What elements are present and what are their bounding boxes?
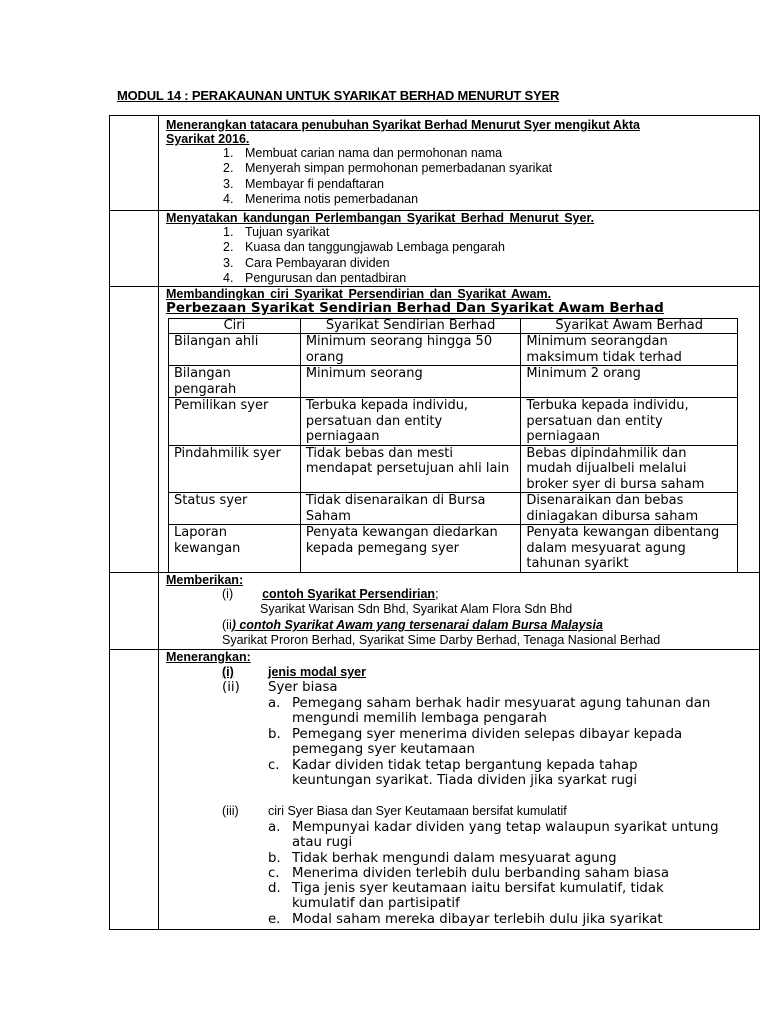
- punctuation: ;: [435, 587, 439, 601]
- item-text: Menyerah simpan permohonan pemerbadanan syarikat: [245, 161, 553, 176]
- list-item: [166, 225, 756, 240]
- example-ii-line: [222, 618, 603, 634]
- table-cell: Status syer: [169, 493, 301, 525]
- table-row: [169, 366, 738, 398]
- subsection-i: [222, 665, 366, 681]
- item-text: Kuasa dan tanggungjawab Lembaga pengarah: [245, 240, 505, 255]
- table-cell: Terbuka kepada individu, persatuan dan entity perniagaan: [521, 398, 738, 446]
- item-number: (i): [222, 665, 234, 679]
- table-cell: Minimum seorang: [300, 366, 521, 398]
- table-header-row: [169, 319, 738, 334]
- item-letter: d.: [268, 881, 281, 896]
- item-text: Pemegang saham berhak hadir mesyuarat agung tahunan dan: [292, 696, 711, 711]
- list-item: [166, 256, 756, 271]
- table-row: [169, 445, 738, 493]
- item-letter: b.: [268, 727, 281, 742]
- list-item: [268, 851, 617, 867]
- formation-steps-list: [166, 146, 756, 207]
- column-header: Ciri: [169, 319, 301, 334]
- item-number: 4.: [223, 191, 234, 206]
- item-number: (ii: [222, 618, 232, 632]
- list-item: [166, 177, 756, 192]
- table-cell: Minimum 2 orang: [521, 366, 738, 398]
- section-company-formation: [166, 118, 756, 207]
- list-item: [268, 912, 663, 928]
- item-number: 2.: [223, 161, 234, 176]
- constitution-list: [166, 225, 756, 286]
- private-company-examples: Syarikat Warisan Sdn Bhd, Syarikat Alam Flora Sdn Bhd: [260, 602, 573, 616]
- item-text: Membuat carian nama dan permohonan nama: [245, 146, 503, 160]
- example-i-line: [222, 587, 439, 603]
- item-number: 2.: [223, 240, 234, 255]
- item-text: Menerima notis pemerbadanan: [245, 191, 419, 206]
- section-constitution-contents: [166, 211, 756, 286]
- list-item: [268, 820, 719, 836]
- table-cell: Laporan kewangan: [169, 525, 301, 573]
- section-heading: Membandingkan ciri Syarikat Persendirian dan Syarikat Awam.: [166, 287, 552, 301]
- public-company-examples: Syarikat Proron Berhad, Syarikat Sime Darby Berhad, Tenaga Nasional Berhad: [222, 633, 661, 647]
- column-header: Syarikat Awam Berhad: [521, 319, 738, 334]
- subsection-label: ciri Syer Biasa dan Syer Keutamaan bersifat kumulatif: [268, 804, 567, 818]
- heading-line: Syarikat 2016.: [166, 132, 250, 146]
- item-text: Mempunyai kadar dividen yang tetap walaupun syarikat untung: [292, 820, 719, 835]
- item-text: Pemegang syer menerima dividen selepas dibayar kepada: [292, 727, 683, 742]
- list-item: [268, 696, 711, 712]
- table-row: [169, 493, 738, 525]
- list-item: [166, 192, 756, 207]
- table-row: [169, 398, 738, 446]
- item-letter: c.: [268, 758, 280, 773]
- item-letter: a.: [268, 820, 281, 835]
- subsection-label: Syer biasa: [268, 680, 338, 695]
- item-number: 1.: [223, 225, 234, 239]
- item-number: (ii): [222, 680, 240, 695]
- subsection-ii: [222, 680, 338, 696]
- item-text-continued: pemegang syer keutamaan: [292, 742, 475, 757]
- table-cell: Minimum seorangdan maksimum tidak terhad: [521, 334, 738, 366]
- item-text-continued: mengundi memilih lembaga pengarah: [292, 711, 547, 726]
- item-text: Tujuan syarikat: [245, 225, 330, 239]
- item-letter: a.: [268, 696, 281, 711]
- list-item: [268, 727, 683, 743]
- table-cell: Bilangan pengarah: [169, 366, 301, 398]
- item-number: 4.: [223, 270, 234, 285]
- list-item: [268, 866, 669, 882]
- table-cell: Tidak disenaraikan di Bursa Saham: [300, 493, 521, 525]
- section-comparison: [166, 287, 756, 301]
- subsection-iii: [222, 804, 567, 820]
- table-cell: Tidak bebas dan mesti mendapat persetujuan ahli lain: [300, 445, 521, 493]
- table-cell: Penyata kewangan dibentang dalam mesyuarat agung tahunan syarikt: [521, 525, 738, 573]
- section-examples: [166, 573, 756, 587]
- section-heading: [166, 118, 756, 146]
- table-cell: Bilangan ahli: [169, 334, 301, 366]
- item-text: Modal saham mereka dibayar terlebih dulu jika syarikat: [292, 912, 663, 927]
- list-item: [268, 881, 664, 897]
- item-number: 1.: [223, 146, 234, 160]
- example-label: contoh Syarikat Persendirian: [262, 587, 436, 601]
- item-text: Tiga jenis syer keutamaan iaitu bersifat kumulatif, tidak: [292, 881, 664, 896]
- table-row: [169, 525, 738, 573]
- column-header: Syarikat Sendirian Berhad: [300, 319, 521, 334]
- item-number: (iii): [222, 804, 239, 818]
- item-text: Kadar dividen tidak tetap bergantung kepada tahap: [292, 758, 638, 773]
- section-heading: Memberikan:: [166, 573, 244, 587]
- example-label: ) contoh Syarikat Awam yang tersenarai dalam Bursa Malaysia: [231, 618, 603, 632]
- item-number: (i): [222, 587, 234, 601]
- table-cell: Minimum seorang hingga 50 orang: [300, 334, 521, 366]
- table-cell: Penyata kewangan diedarkan kepada pemegang syer: [300, 525, 521, 573]
- heading-line: Menerangkan tatacara penubuhan Syarikat Berhad Menurut Syer mengikut Akta: [166, 118, 640, 132]
- item-text: Membayar fi pendaftaran: [245, 176, 384, 191]
- item-text-continued: keuntungan syarikat. Tiada dividen jika syarkat rugi: [292, 773, 638, 788]
- section-heading: Menyatakan kandungan Perlembangan Syarikat Berhad Menurut Syer.: [166, 211, 595, 225]
- item-number: 3.: [223, 255, 234, 270]
- item-letter: c.: [268, 866, 280, 881]
- list-item: [166, 240, 756, 255]
- document-title: MODUL 14 : PERAKAUNAN UNTUK SYARIKAT BERHAD MENURUT SYER: [117, 88, 560, 103]
- column-divider: [158, 115, 159, 930]
- section-heading: Menerangkan:: [166, 650, 251, 664]
- subsection-label: jenis modal syer: [268, 665, 366, 679]
- item-text: Menerima dividen terlebih dulu berbanding saham biasa: [292, 866, 669, 881]
- item-text: Pengurusan dan pentadbiran: [245, 270, 407, 285]
- table-row: [169, 334, 738, 366]
- item-text: Cara Pembayaran dividen: [245, 255, 390, 270]
- table-cell: Bebas dipindahmilik dan mudah dijualbeli melalui broker syer di bursa saham: [521, 445, 738, 493]
- table-cell: Disenaraikan dan bebas diniagakan dibursa saham: [521, 493, 738, 525]
- item-text-continued: kumulatif dan partisipatif: [292, 896, 460, 911]
- table-cell: Pemilikan syer: [169, 398, 301, 446]
- comparison-table: [168, 318, 738, 573]
- list-item: [166, 146, 756, 161]
- list-item: [166, 271, 756, 286]
- comparison-table-title: Perbezaan Syarikat Sendirian Berhad Dan Syarikat Awam Berhad: [166, 300, 664, 316]
- list-item: [166, 161, 756, 176]
- table-cell: Pindahmilik syer: [169, 445, 301, 493]
- table-cell: Terbuka kepada individu, persatuan dan entity perniagaan: [300, 398, 521, 446]
- item-text: Tidak berhak mengundi dalam mesyuarat agung: [292, 851, 617, 866]
- item-text-continued: atau rugi: [292, 835, 353, 850]
- item-letter: e.: [268, 912, 281, 927]
- list-item: [268, 758, 638, 774]
- item-letter: b.: [268, 851, 281, 866]
- item-number: 3.: [223, 176, 234, 191]
- section-share-capital: [166, 650, 756, 664]
